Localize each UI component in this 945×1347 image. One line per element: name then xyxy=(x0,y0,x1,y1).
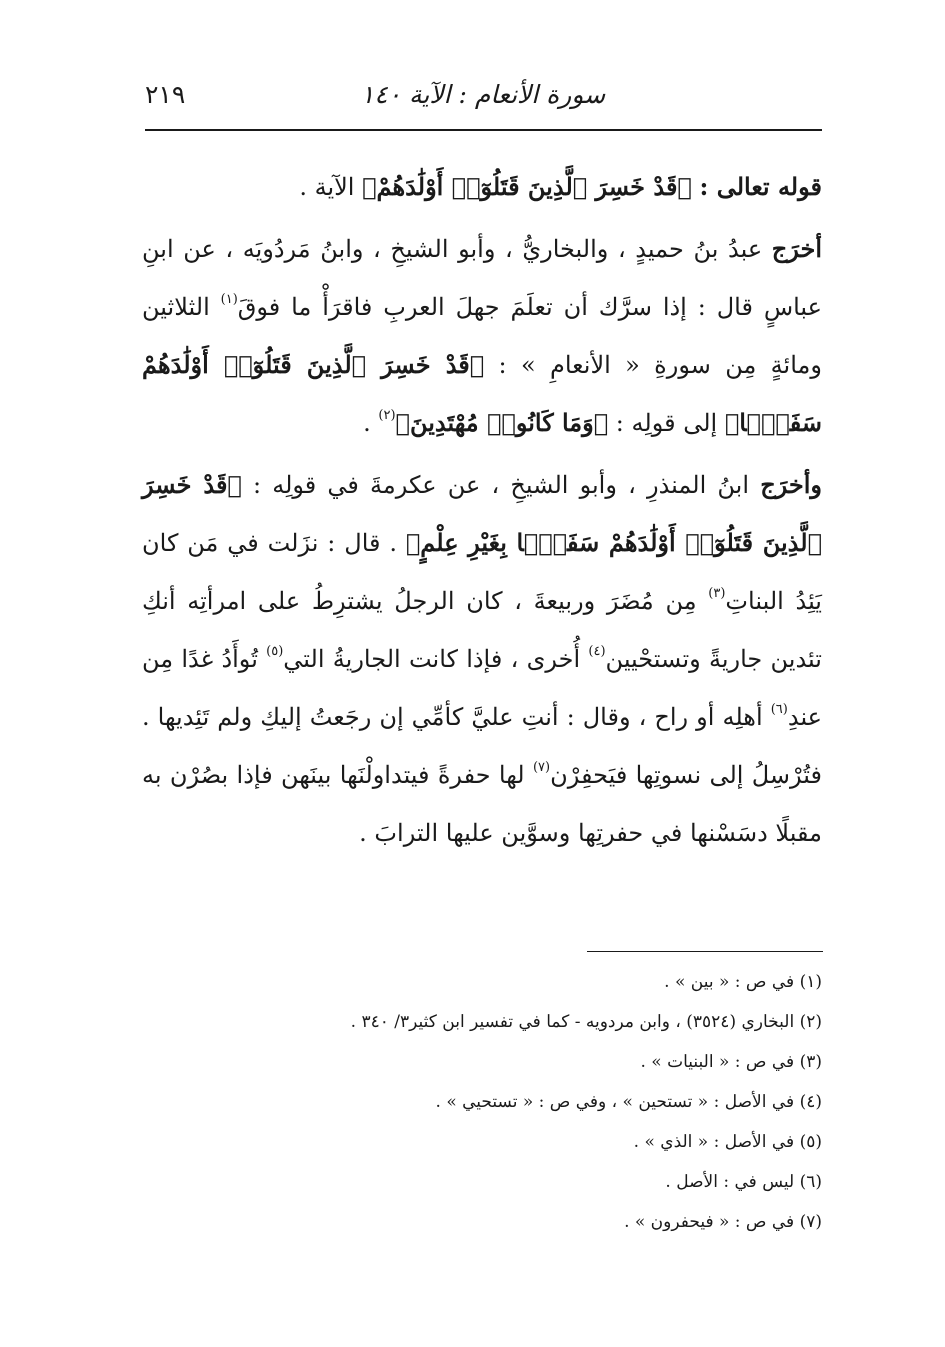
text-segment: . قال : نزَلت في مَن كان يَئِدُ البناتِ xyxy=(142,529,822,615)
footnote-marker: (١) xyxy=(220,292,238,307)
footnotes xyxy=(142,962,822,1242)
paragraph-ikrimah-report xyxy=(142,456,822,862)
text-segment: إلى قولِه : xyxy=(615,409,718,437)
paragraph-verse-heading xyxy=(142,158,822,216)
footnote-marker: (٢) xyxy=(378,408,396,423)
footnote: (٣) في ص : « البنيات » . xyxy=(640,1052,822,1072)
footnote: (٤) في الأصل : « تستحين » ، وفي ص : « تستحيي » . xyxy=(435,1092,822,1112)
footnote-marker: (٣) xyxy=(708,586,726,601)
quran-quote: ﴿قَدْ خَسِرَ ٱلَّذِينَ قَتَلُوٓا۟ أَوْلَٰدَهُمْ سَفَهًۢا﴾ xyxy=(142,350,822,437)
text-segment: أهلِه أو راح ، وقال : أنتِ عليَّ كأمِّي إن رجَعتُ إليكِ ولم تَئِديها . فتُرْسِلُ إلى نسوتِها فيَحفِرْن xyxy=(142,703,822,789)
text-segment: . xyxy=(363,409,371,437)
text-segment: لها حفرةً فيتداولْنَها بينَهن فإذا بصُرْن به مقبلًا دسَسْنها في حفرتِها وسوَّين عليها الترابَ . xyxy=(142,761,822,847)
footnote: (٦) ليس في : الأصل . xyxy=(665,1172,822,1192)
text-segment: أُخرى ، فإذا كانت الجاريةُ التي xyxy=(283,645,581,673)
page-number: ٢١٩ xyxy=(145,80,186,109)
paragraph-ibn-abbas-report xyxy=(142,220,822,452)
running-head-surah-title: سورة الأنعام : الآية ١٤٠ xyxy=(360,80,606,109)
footnote-marker: (٧) xyxy=(532,760,551,775)
report-lead-word: وأخرَج xyxy=(760,470,823,499)
report-lead-word: أخرَج xyxy=(771,234,822,263)
text-segment: ابنُ المنذرِ ، وأبو الشيخِ ، عن عكرمةَ في قولِه : xyxy=(253,471,750,499)
quran-quote: ﴿وَمَا كَانُوا۟ مُهْتَدِينَ﴾ xyxy=(395,408,609,437)
text-segment: الثلاثين ومائةٍ مِن سورةِ « الأنعامِ » : xyxy=(142,293,822,379)
quran-quote: ﴿قَدْ خَسِرَ ٱلَّذِينَ قَتَلُوٓا۟ أَوْلَٰدَهُمْ﴾ xyxy=(362,172,692,201)
text-segment: عبدُ بنُ حميدٍ ، والبخاريُّ ، وأبو الشيخِ ، وابنُ مَردُويَه ، عن ابنِ عباسٍ قال : إذا سرَّك أن تعلَمَ جهلَ العربِ فاقرَأْ ما فوقَ xyxy=(142,235,822,321)
footnote-marker: (٦) xyxy=(770,702,788,717)
text-segment: تُوأَدُ غدًا مِن عندِ xyxy=(142,645,823,731)
footnote: (٢) البخاري (٣٥٢٤) ، وابن مردويه - كما في تفسير ابن كثير٣/ ٣٤٠ . xyxy=(350,1012,822,1032)
footnote: (١) في ص : « بين » . xyxy=(664,972,822,992)
main-text xyxy=(142,158,822,862)
verse-intro: قوله تعالى : xyxy=(699,172,822,201)
footnote-separator xyxy=(587,951,823,952)
text-segment: الآية . xyxy=(299,173,355,201)
header-rule xyxy=(145,129,822,131)
running-header xyxy=(145,80,821,120)
text-segment: مِن مُضَرَ وربيعةَ ، كان الرجلُ يشترِطُ على امرأتِه أنكِ تئدين جاريةً وتستحْيين xyxy=(142,587,822,673)
footnote-marker: (٥) xyxy=(266,644,284,659)
quran-quote: ﴿قَدْ خَسِرَ ٱلَّذِينَ قَتَلُوٓا۟ أَوْلَٰدَهُمْ سَفَهًۢا بِغَيْرِ عِلْمٍ﴾ xyxy=(142,470,822,557)
footnote: (٧) في ص : « فيحفرون » . xyxy=(624,1212,822,1232)
footnote: (٥) في الأصل : « الذي » . xyxy=(633,1132,822,1152)
footnote-marker: (٤) xyxy=(588,644,606,659)
